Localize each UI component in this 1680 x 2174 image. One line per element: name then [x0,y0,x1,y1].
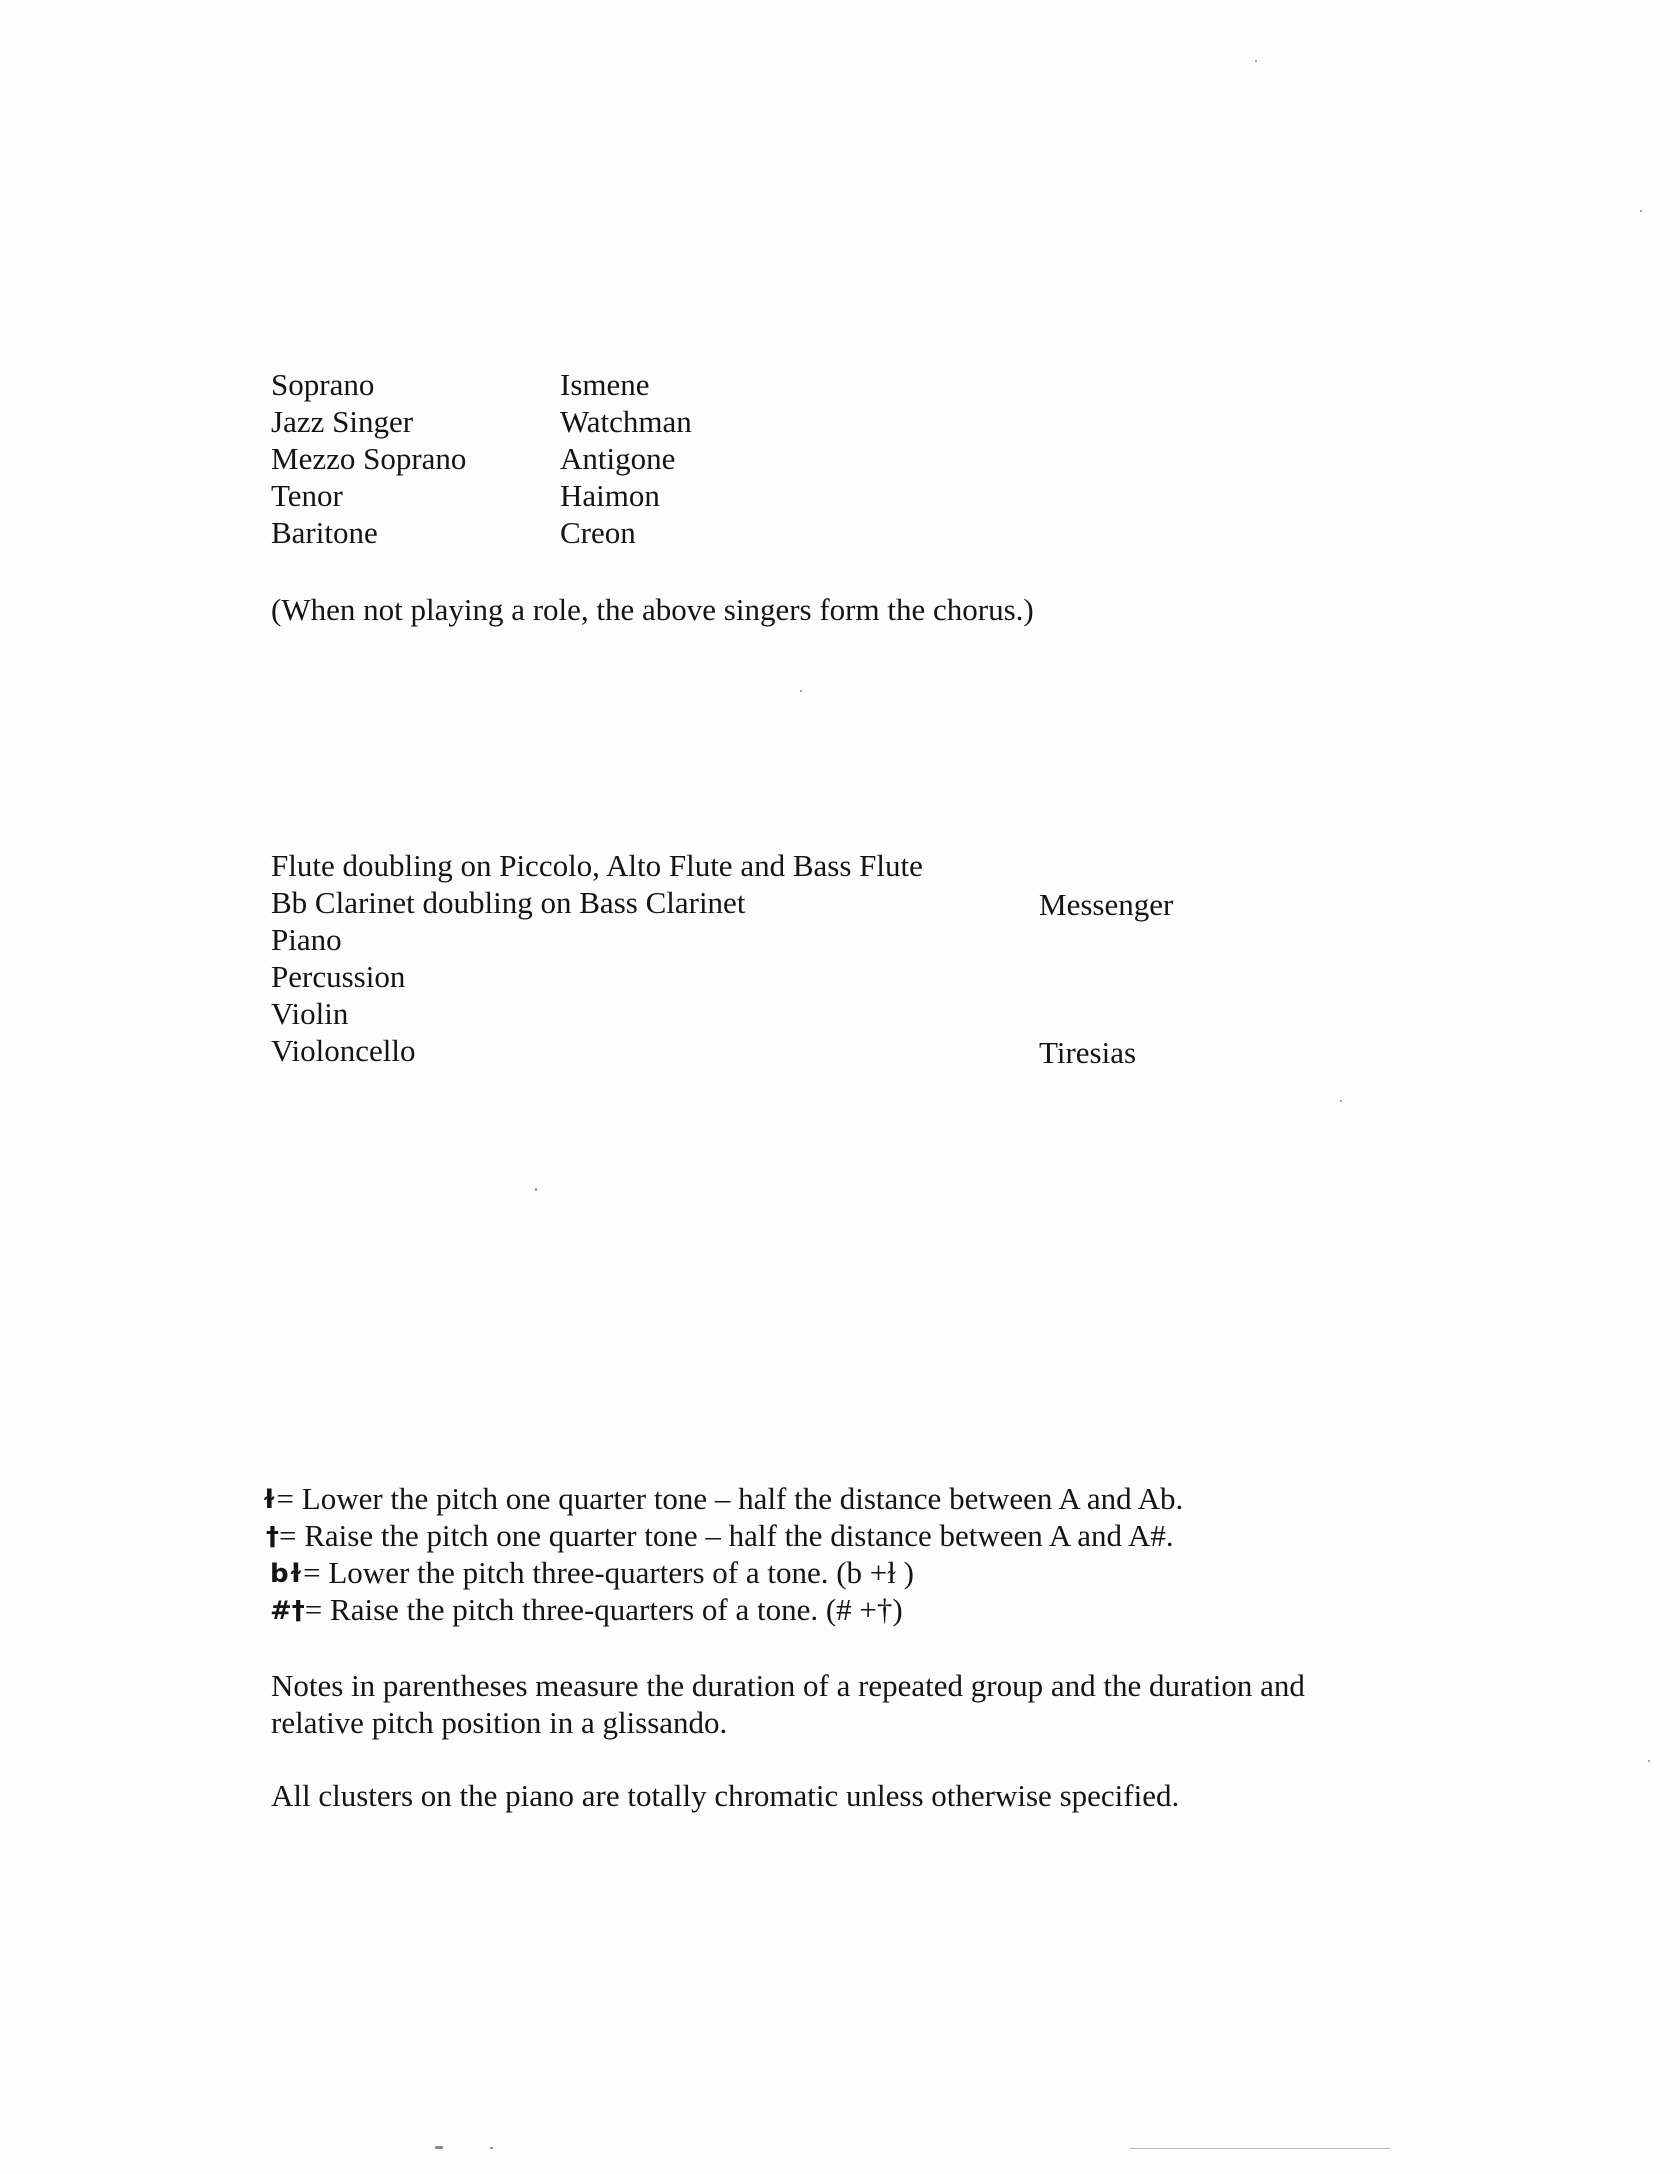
role-messenger: Messenger [1039,887,1174,922]
scan-speck [1648,1760,1650,1762]
legend-quarter-flat-text: = Lower the pitch one quarter tone – half the distance between A and Ab. [276,1481,1184,1516]
legend-quarter-flat [262,1480,1183,1519]
voice-baritone: Baritone [271,515,378,550]
scan-speck [490,2147,493,2149]
scan-speck [435,2146,443,2149]
chorus-note: (When not playing a role, the above singers form the chorus.) [271,592,1034,627]
voice-jazz-singer: Jazz Singer [271,404,414,439]
scan-speck [1340,1100,1342,1102]
instrument-violoncello: Violoncello [271,1033,416,1068]
role-creon: Creon [560,515,636,550]
three-quarter-sharp-icon: #† [270,1596,305,1626]
role-watchman: Watchman [560,404,692,439]
legend-quarter-sharp [266,1517,1174,1556]
scan-speck [1130,2148,1390,2149]
role-tiresias: Tiresias [1039,1035,1137,1070]
voice-tenor: Tenor [271,478,343,513]
legend-three-quarter-sharp-text: = Raise the pitch three-quarters of a tone. (# +†) [304,1592,903,1627]
legend-three-quarter-sharp [270,1591,903,1630]
role-ismene: Ismene [560,367,650,402]
voice-soprano: Soprano [271,367,375,402]
scan-speck [1640,210,1642,212]
instrument-clarinet: Bb Clarinet doubling on Bass Clarinet [271,885,746,920]
role-antigone: Antigone [560,441,676,476]
piano-clusters-note: All clusters on the piano are totally chromatic unless otherwise specified. [271,1778,1180,1813]
role-haimon: Haimon [560,478,660,513]
instrument-violin: Violin [271,996,349,1031]
legend-three-quarter-flat-text: = Lower the pitch three-quarters of a tone. (b +ɫ ) [303,1555,914,1590]
parentheses-note-line-1: Notes in parentheses measure the duration of a repeated group and the duration and [271,1668,1305,1703]
instrument-flute: Flute doubling on Piccolo, Alto Flute and Bass Flute [271,848,923,883]
quarter-flat-icon: ɫ [262,1485,277,1515]
scan-speck [1255,60,1257,62]
voice-mezzo-soprano: Mezzo Soprano [271,441,467,476]
legend-quarter-sharp-text: = Raise the pitch one quarter tone – half the distance between A and A#. [279,1518,1174,1553]
instrument-percussion: Percussion [271,959,406,994]
scan-speck [800,690,802,692]
scan-speck [535,1188,537,1191]
three-quarter-flat-icon: bɫ [270,1559,304,1589]
parentheses-note-line-2: relative pitch position in a glissando. [271,1705,728,1740]
instrument-piano: Piano [271,922,342,957]
legend-three-quarter-flat [270,1554,914,1593]
quarter-sharp-icon: † [266,1522,279,1552]
